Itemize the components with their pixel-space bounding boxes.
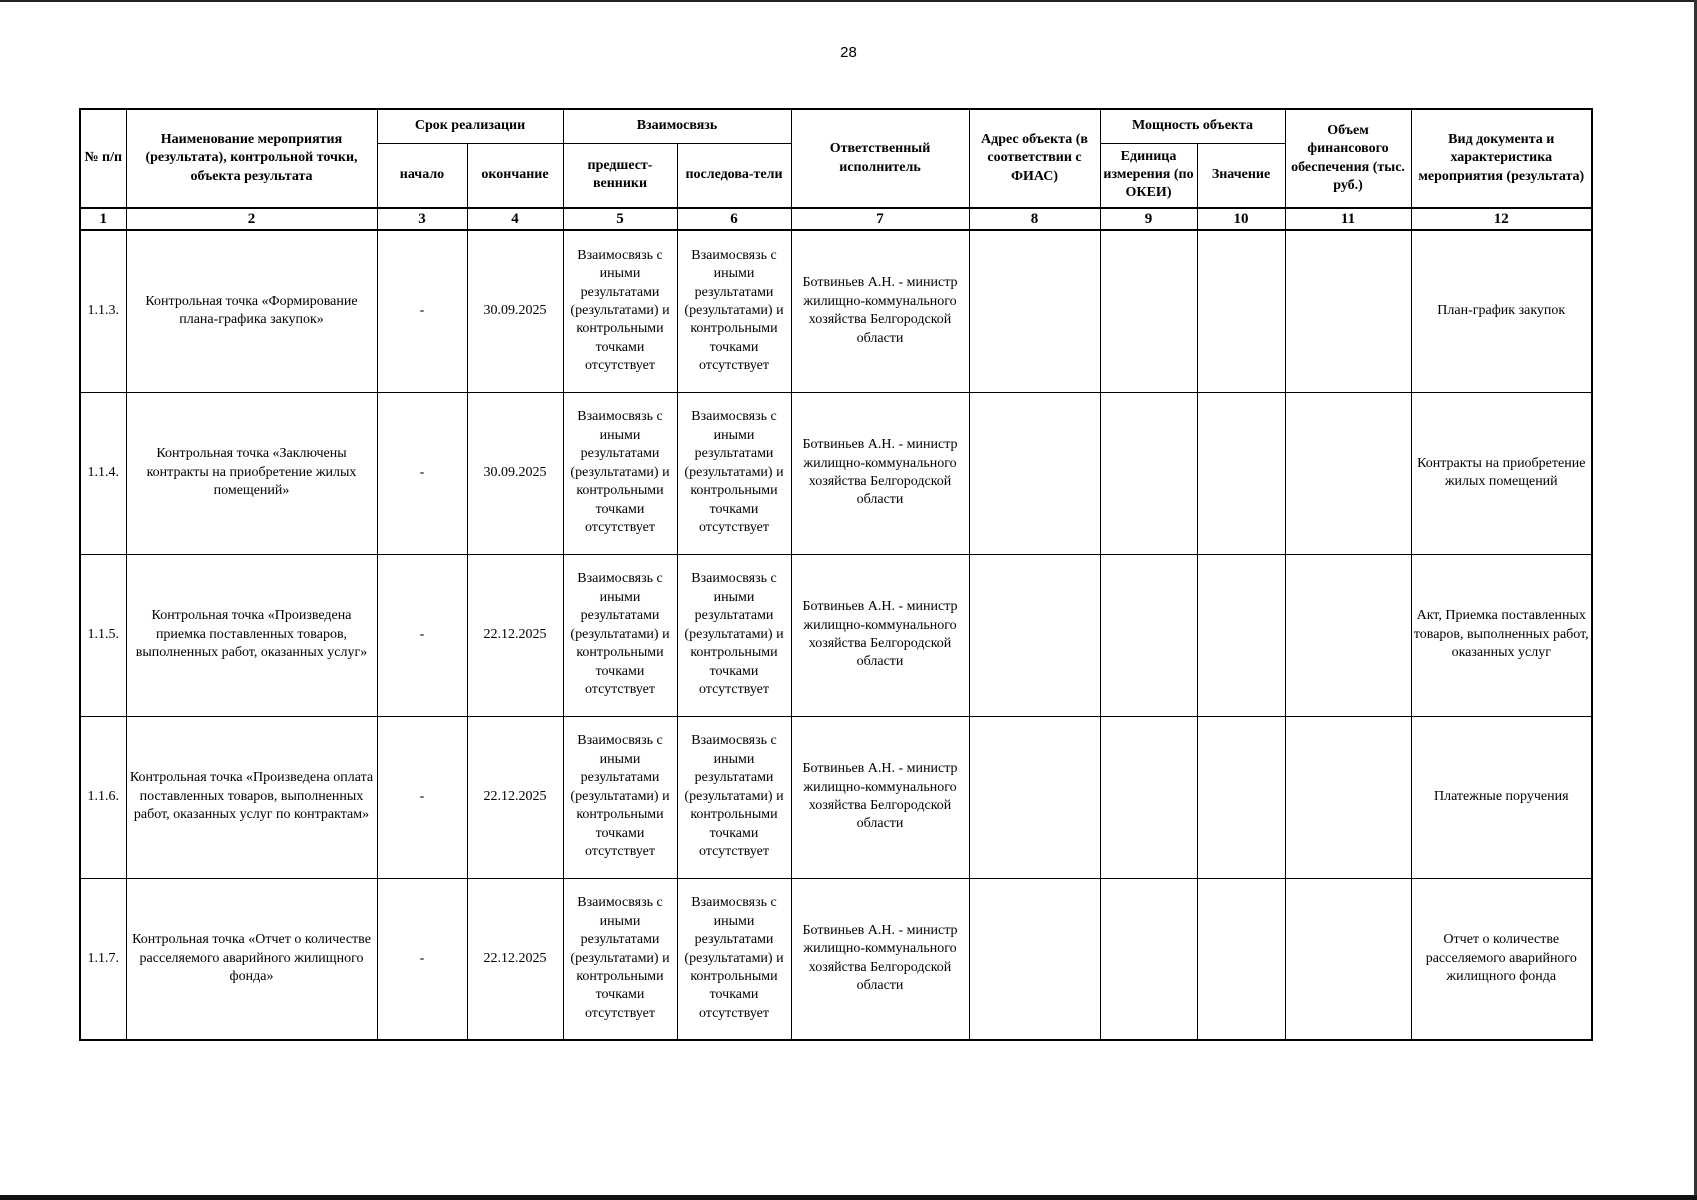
column-number: 4 bbox=[467, 208, 563, 230]
predecessors-cell: Взаимосвязь с иными результатами (результатами) и контрольными точками отсутствует bbox=[563, 230, 677, 392]
start-date: - bbox=[377, 392, 467, 554]
row-number: 1.1.7. bbox=[80, 878, 126, 1040]
column-number: 1 bbox=[80, 208, 126, 230]
unit-cell bbox=[1100, 878, 1197, 1040]
predecessors-cell: Взаимосвязь с иными результатами (результатами) и контрольными точками отсутствует bbox=[563, 554, 677, 716]
address-cell bbox=[969, 230, 1100, 392]
responsible-cell: Ботвиньев А.Н. - министр жилищно-коммунального хозяйства Белгородской области bbox=[791, 392, 969, 554]
finance-cell bbox=[1285, 230, 1411, 392]
unit-cell bbox=[1100, 230, 1197, 392]
finance-cell bbox=[1285, 878, 1411, 1040]
value-cell bbox=[1197, 230, 1285, 392]
table-row bbox=[80, 554, 1592, 716]
header-period: Срок реализации bbox=[377, 109, 563, 143]
header-start: начало bbox=[377, 143, 467, 208]
doc-type-cell: Отчет о количестве расселяемого аварийного жилищного фонда bbox=[1411, 878, 1592, 1040]
finance-cell bbox=[1285, 554, 1411, 716]
header-value: Значение bbox=[1197, 143, 1285, 208]
event-name: Контрольная точка «Отчет о количестве расселяемого аварийного жилищного фонда» bbox=[126, 878, 377, 1040]
start-date: - bbox=[377, 716, 467, 878]
address-cell bbox=[969, 716, 1100, 878]
event-name: Контрольная точка «Заключены контракты на приобретение жилых помещений» bbox=[126, 392, 377, 554]
successors-cell: Взаимосвязь с иными результатами (результатами) и контрольными точками отсутствует bbox=[677, 716, 791, 878]
column-number: 10 bbox=[1197, 208, 1285, 230]
top-border-line bbox=[0, 0, 1697, 2]
column-number: 5 bbox=[563, 208, 677, 230]
header-finance: Объем финансового обеспечения (тыс. руб.) bbox=[1285, 109, 1411, 208]
header-doc-type: Вид документа и характеристика мероприятия (результата) bbox=[1411, 109, 1592, 208]
header-num: № п/п bbox=[80, 109, 126, 208]
header-relation: Взаимосвязь bbox=[563, 109, 791, 143]
finance-cell bbox=[1285, 392, 1411, 554]
successors-cell: Взаимосвязь с иными результатами (результатами) и контрольными точками отсутствует bbox=[677, 392, 791, 554]
bottom-border-line bbox=[0, 1195, 1697, 1200]
value-cell bbox=[1197, 716, 1285, 878]
responsible-cell: Ботвиньев А.Н. - министр жилищно-коммунального хозяйства Белгородской области bbox=[791, 554, 969, 716]
address-cell bbox=[969, 392, 1100, 554]
header-end: окончание bbox=[467, 143, 563, 208]
column-number: 9 bbox=[1100, 208, 1197, 230]
value-cell bbox=[1197, 878, 1285, 1040]
plan-table bbox=[79, 108, 1593, 1041]
predecessors-cell: Взаимосвязь с иными результатами (результатами) и контрольными точками отсутствует bbox=[563, 392, 677, 554]
doc-type-cell: Акт, Приемка поставленных товаров, выполненных работ, оказанных услуг bbox=[1411, 554, 1592, 716]
responsible-cell: Ботвиньев А.Н. - министр жилищно-коммунального хозяйства Белгородской области bbox=[791, 716, 969, 878]
header-responsible: Ответственный исполнитель bbox=[791, 109, 969, 208]
start-date: - bbox=[377, 878, 467, 1040]
header-successors: последова-тели bbox=[677, 143, 791, 208]
page-number: 28 bbox=[840, 44, 857, 61]
address-cell bbox=[969, 878, 1100, 1040]
column-number: 3 bbox=[377, 208, 467, 230]
start-date: - bbox=[377, 230, 467, 392]
unit-cell bbox=[1100, 716, 1197, 878]
end-date: 22.12.2025 bbox=[467, 716, 563, 878]
successors-cell: Взаимосвязь с иными результатами (результатами) и контрольными точками отсутствует bbox=[677, 554, 791, 716]
finance-cell bbox=[1285, 716, 1411, 878]
row-number: 1.1.5. bbox=[80, 554, 126, 716]
doc-type-cell: Платежные поручения bbox=[1411, 716, 1592, 878]
event-name: Контрольная точка «Произведена оплата поставленных товаров, выполненных работ, оказанных услуг по контрактам» bbox=[126, 716, 377, 878]
value-cell bbox=[1197, 392, 1285, 554]
end-date: 22.12.2025 bbox=[467, 878, 563, 1040]
header-predecessors: предшест-венники bbox=[563, 143, 677, 208]
predecessors-cell: Взаимосвязь с иными результатами (результатами) и контрольными точками отсутствует bbox=[563, 716, 677, 878]
successors-cell: Взаимосвязь с иными результатами (результатами) и контрольными точками отсутствует bbox=[677, 230, 791, 392]
header-name: Наименование мероприятия (результата), контрольной точки, объекта результата bbox=[126, 109, 377, 208]
header-capacity: Мощность объекта bbox=[1100, 109, 1285, 143]
row-number: 1.1.3. bbox=[80, 230, 126, 392]
column-number: 2 bbox=[126, 208, 377, 230]
predecessors-cell: Взаимосвязь с иными результатами (результатами) и контрольными точками отсутствует bbox=[563, 878, 677, 1040]
unit-cell bbox=[1100, 554, 1197, 716]
column-number: 8 bbox=[969, 208, 1100, 230]
responsible-cell: Ботвиньев А.Н. - министр жилищно-коммунального хозяйства Белгородской области bbox=[791, 230, 969, 392]
value-cell bbox=[1197, 554, 1285, 716]
row-number: 1.1.4. bbox=[80, 392, 126, 554]
doc-type-cell: План-график закупок bbox=[1411, 230, 1592, 392]
unit-cell bbox=[1100, 392, 1197, 554]
header-address: Адрес объекта (в соответствии с ФИАС) bbox=[969, 109, 1100, 208]
table-row bbox=[80, 392, 1592, 554]
header-unit: Единица измерения (по ОКЕИ) bbox=[1100, 143, 1197, 208]
row-number: 1.1.6. bbox=[80, 716, 126, 878]
end-date: 30.09.2025 bbox=[467, 392, 563, 554]
event-name: Контрольная точка «Произведена приемка поставленных товаров, выполненных работ, оказанных услуг» bbox=[126, 554, 377, 716]
table-row bbox=[80, 230, 1592, 392]
column-number: 6 bbox=[677, 208, 791, 230]
column-number: 12 bbox=[1411, 208, 1592, 230]
address-cell bbox=[969, 554, 1100, 716]
end-date: 22.12.2025 bbox=[467, 554, 563, 716]
end-date: 30.09.2025 bbox=[467, 230, 563, 392]
table-row bbox=[80, 716, 1592, 878]
start-date: - bbox=[377, 554, 467, 716]
successors-cell: Взаимосвязь с иными результатами (результатами) и контрольными точками отсутствует bbox=[677, 878, 791, 1040]
responsible-cell: Ботвиньев А.Н. - министр жилищно-коммунального хозяйства Белгородской области bbox=[791, 878, 969, 1040]
table-row bbox=[80, 878, 1592, 1040]
event-name: Контрольная точка «Формирование плана-графика закупок» bbox=[126, 230, 377, 392]
column-number: 7 bbox=[791, 208, 969, 230]
doc-type-cell: Контракты на приобретение жилых помещений bbox=[1411, 392, 1592, 554]
column-number: 11 bbox=[1285, 208, 1411, 230]
